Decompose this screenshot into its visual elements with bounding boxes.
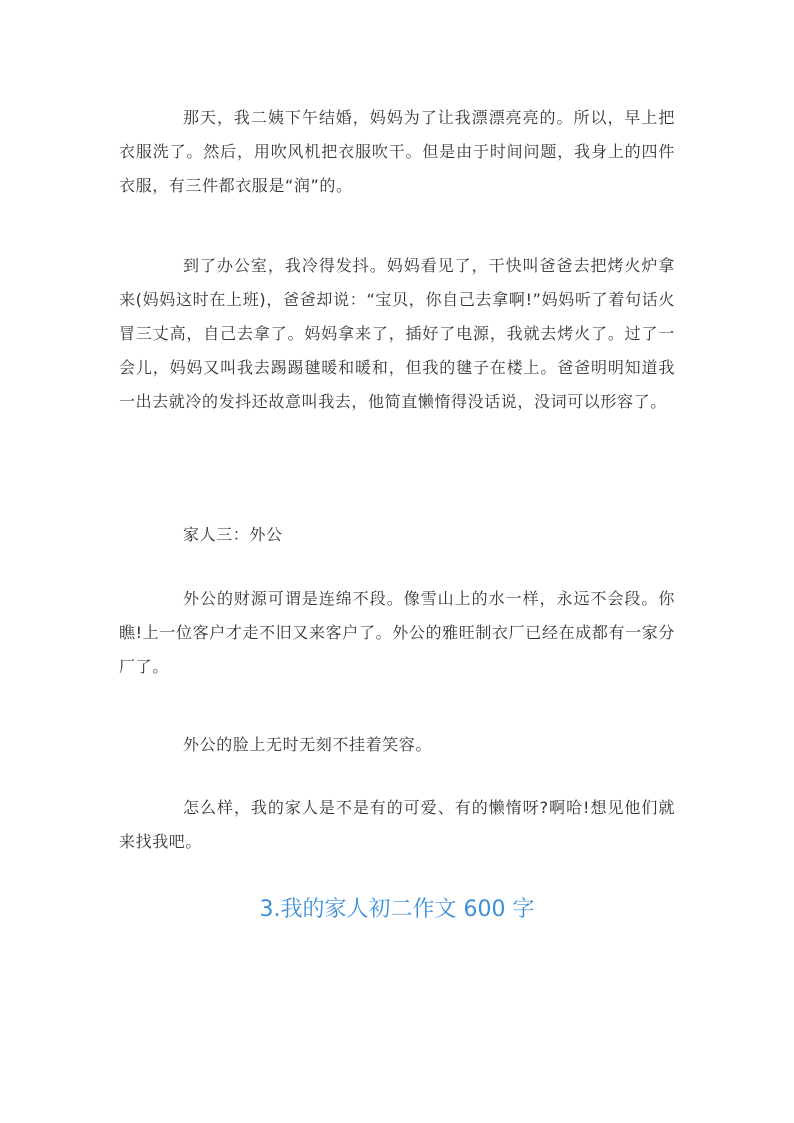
paragraph-grandpa-business: 外公的财源可谓是连绵不段。像雪山上的水一样，永远不会段。你瞧!上一位客户才走不旧又来客户了。外公的雅旺制衣厂已经在成都有一家分厂了。 bbox=[119, 589, 675, 676]
essay-heading[interactable]: 3.我的家人初二作文 600 字 bbox=[259, 897, 535, 922]
paragraph-conclusion: 怎么样，我的家人是不是有的可爱、有的懒惰呀?啊哈!想见他们就来找我吧。 bbox=[119, 798, 675, 851]
paragraph-grandpa-smile: 外公的脸上无时无刻不挂着笑容。 bbox=[183, 735, 433, 754]
paragraph-wedding-clothes: 那天，我二姨下午结婚，妈妈为了让我漂漂亮亮的。所以，早上把衣服洗了。然后，用吹风机把衣服吹干。但是由于时间问题，我身上的四件衣服，有三件都衣服是“润”的。 bbox=[119, 108, 675, 195]
paragraph-office-heater: 到了办公室，我冷得发抖。妈妈看见了，干快叫爸爸去把烤火炉拿来(妈妈这时在上班)，爸爸却说：“宝贝，你自己去拿啊!”妈妈听了着句话火冒三丈高，自己去拿了。妈妈拿来了，插好了电源，我就去烤火了。过了一会儿，妈妈又叫我去踢踢毽暖和暖和，但我的毽子在楼上。爸爸明明知道我一出去就冷的发抖还故意叫我去，他简直懒惰得没话说，没词可以形容了。 bbox=[119, 256, 675, 411]
section-title-grandpa: 家人三：外公 bbox=[183, 525, 283, 544]
